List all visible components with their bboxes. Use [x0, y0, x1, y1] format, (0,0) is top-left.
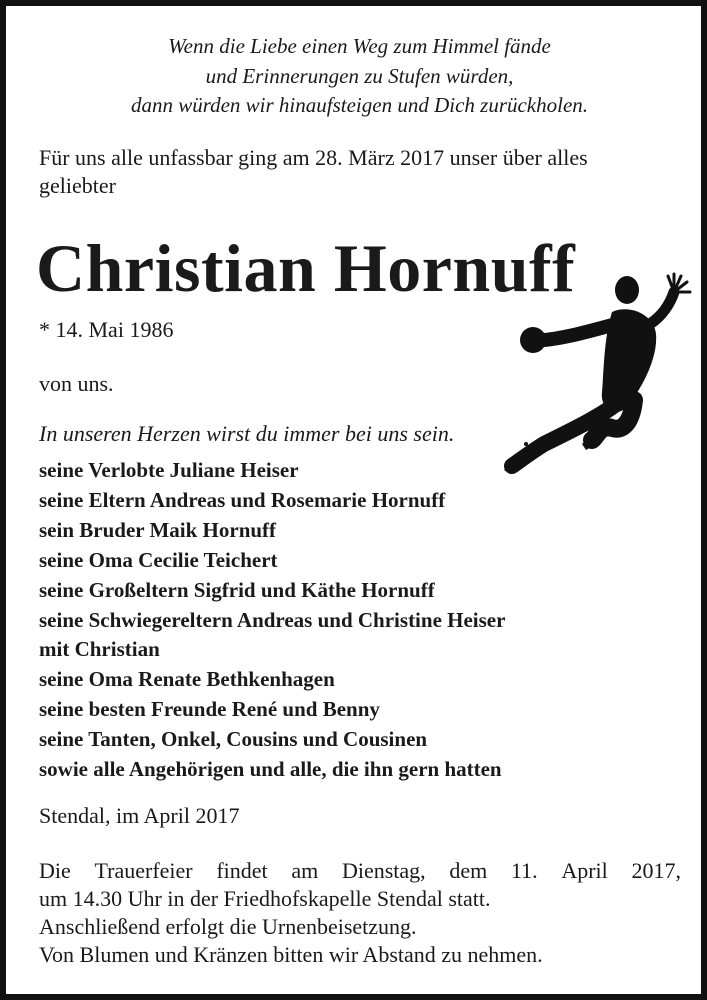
funeral-line: Anschließend erfolgt die Urnenbeisetzung.: [39, 914, 417, 939]
funeral-word: Die: [39, 858, 71, 883]
poem-line: dann würden wir hinaufsteigen und Dich zurückholen.: [130, 93, 589, 117]
motto: In unseren Herzen wirst du immer bei uns sein.: [39, 421, 455, 446]
funeral-word: 2017,: [631, 858, 681, 883]
funeral-word: Trauerfeier: [94, 858, 193, 883]
mourner-line: seine Großeltern Sigfrid und Käthe Hornuff: [39, 577, 435, 602]
mourner-line: sowie alle Angehörigen und alle, die ihn gern hatten: [39, 757, 502, 782]
mourner-line: seine besten Freunde René und Benny: [39, 697, 380, 722]
handball-player-silhouette-icon: [504, 268, 694, 474]
poem-line: Wenn die Liebe einen Weg zum Himmel fände: [168, 34, 551, 58]
funeral-line-first: [39, 857, 681, 885]
poem-line: und Erinnerungen zu Stufen würden,: [205, 63, 514, 88]
mourner-line: seine Oma Cecilie Teichert: [39, 547, 278, 572]
mourner-line: seine Schwiegereltern Andreas und Christine Heiser: [39, 607, 506, 632]
mourners-list: [39, 456, 505, 785]
funeral-word: am: [291, 858, 319, 883]
mourner-line: sein Bruder Maik Hornuff: [39, 517, 277, 542]
mourner-line: seine Oma Renate Bethkenhagen: [39, 667, 335, 692]
intro-text: [39, 144, 689, 200]
funeral-line: Von Blumen und Kränzen bitten wir Abstand zu nehmen.: [39, 942, 543, 967]
funeral-word: April: [561, 858, 608, 883]
birth-date: * 14. Mai 1986: [39, 317, 174, 342]
intro-line: Für uns alle unfassbar ging am 28. März 2017 unser über alles: [39, 145, 588, 170]
mourner-line: mit Christian: [39, 637, 160, 662]
mourner-line: seine Tanten, Onkel, Cousins und Cousinen: [39, 727, 428, 752]
funeral-line: um 14.30 Uhr in der Friedhofskapelle Stendal statt.: [39, 886, 491, 911]
funeral-word: Dienstag,: [341, 858, 426, 883]
funeral-word: findet: [216, 858, 268, 883]
funeral-word: dem: [449, 858, 488, 883]
closing-phrase: von uns.: [39, 371, 114, 396]
funeral-details: [39, 857, 681, 969]
mourner-line: seine Verlobte Juliane Heiser: [39, 458, 299, 482]
funeral-word: 11.: [510, 858, 538, 883]
mourner-line: seine Eltern Andreas und Rosemarie Hornuff: [39, 487, 446, 512]
poem: [6, 32, 707, 121]
intro-line: geliebter: [39, 173, 116, 198]
place-date: Stendal, im April 2017: [39, 803, 240, 828]
deceased-name: Christian Hornuff: [36, 230, 576, 306]
